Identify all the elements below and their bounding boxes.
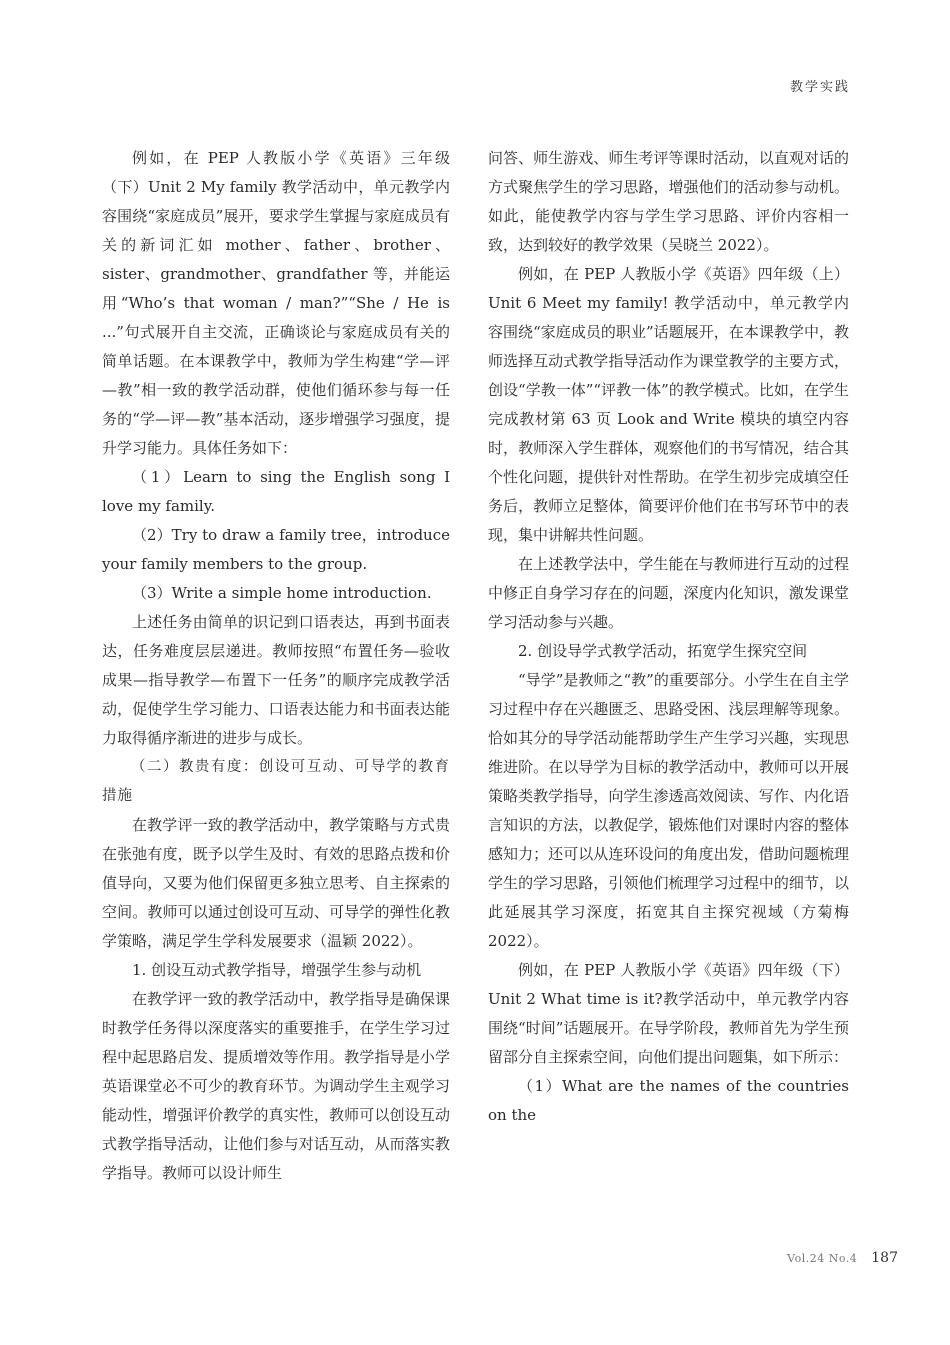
left-column [102,144,450,1188]
paragraph: 在教学评一致的教学活动中，教学指导是确保课时教学任务得以深度落实的重要推手，在学生学习过程中起思路启发、提质增效等作用。教学指导是小学英语课堂必不可少的教育环节。为调动学生主观学习能动性，增强评价教学的真实性，教师可以创设互动式教学指导活动，让他们参与对话互动，从而落实教学指导。教师可以设计师生 [102,990,450,1182]
section-heading: （二）教贵有度：创设可互动、可导学的教育措施 [102,759,450,804]
task-item: （2）Try to draw a family tree，introduce your family members to the group. [102,526,450,573]
paragraph: 在上述教学法中，学生能在与教师进行互动的过程中修正自身学习存在的问题，深度内化知识，激发课堂学习活动参与兴趣。 [488,555,849,631]
task-item: （1）Learn to sing the English song I love my family. [102,468,450,515]
paragraph: “导学”是教师之“教”的重要部分。小学生在自主学习过程中存在兴趣匮乏、思路受困、浅层理解等现象。恰如其分的导学活动能帮助学生产生学习兴趣，实现思维进阶。在以导学为目标的教学活动中，教师可以开展策略类教学指导，向学生渗透高效阅读、写作、内化语言知识的方法，以教促学，锻炼他们对课时内容的整体感知力；还可以从连环设问的角度出发，借助问题梳理学生的学习思路，引领他们梳理学习过程中的细节，以此延展其学习深度，拓宽其自主探究视域（方菊梅 2022）。 [488,671,849,950]
volume-label: Vol.24 No.4 [787,1252,858,1265]
subsection-heading: 2. 创设导学式教学活动，拓宽学生探究空间 [518,642,808,660]
page-number: 187 [871,1250,898,1266]
question-item: （1）What are the names of the countries on the [488,1077,849,1124]
paragraph: 上述任务由简单的识记到口语表达，再到书面表达，任务难度层层递进。教师按照“布置任务—验收成果—指导教学—布置下一任务”的顺序完成教学活动，促使学生学习能力、口语表达能力和书面表达能力取得循序渐进的进步与成长。 [102,613,450,747]
paragraph: 在教学评一致的教学活动中，教学策略与方式贵在张弛有度，既予以学生及时、有效的思路点拨和价值导向，又要为他们保留更多独立思考、自主探索的空间。教师可以通过创设可互动、可导学的弹性化教学策略，满足学生学科发展要求（温颖 2022）。 [102,816,450,950]
paragraph: 例如，在 PEP 人教版小学《英语》四年级（下）Unit 2 What time is it?教学活动中，单元教学内容围绕“时间”话题展开。在导学阶段，教师首先为学生预留部分自主探索空间，向他们提出问题集，如下所示： [488,961,849,1066]
right-column [488,144,849,1130]
paragraph: 例如，在 PEP 人教版小学《英语》四年级（上）Unit 6 Meet my family! 教学活动中，单元教学内容围绕“家庭成员的职业”话题展开，在本课教学中，教师选择互动式教学指导活动作为课堂教学的主要方式，创设“学教一体”“评教一体”的教学模式。比如，在学生完成教材第 63 页 Look and Write 模块的填空内容时，教师深入学生群体，观察他们的书写情况，结合其个性化问题，提供针对性帮助。在学生初步完成填空任务后，教师立足整体，简要评价他们在书写环节中的表现，集中讲解共性问题。 [488,265,849,544]
paragraph-continued: 问答、师生游戏、师生考评等课时活动，以直观对话的方式聚焦学生的学习思路，增强他们的活动参与动机。如此，能使教学内容与学生学习思路、评价内容相一致，达到较好的教学效果（吴晓兰 2022）。 [488,149,849,254]
paragraph: 例如，在 PEP 人教版小学《英语》三年级（下）Unit 2 My family 教学活动中，单元教学内容围绕“家庭成员”展开，要求学生掌握与家庭成员有关的新词汇如 mother、father、brother、sister、grandmother、grandfather 等，并能运用“Who’s that woman / man?”“She / He is ...”句式展开自主交流，正确谈论与家庭成员有关的简单话题。在本课教学中，教师为学生构建“学—评—教”相一致的教学活动群，使他们循环参与每一任务的“学—评—教”基本活动，逐步增强学习强度，提升学习能力。具体任务如下： [102,149,450,457]
task-item: （3）Write a simple home introduction. [132,584,432,602]
section-header: 教学实践 [789,80,850,95]
subsection-heading: 1. 创设互动式教学指导，增强学生参与动机 [132,961,422,979]
page-footer [787,1250,898,1266]
